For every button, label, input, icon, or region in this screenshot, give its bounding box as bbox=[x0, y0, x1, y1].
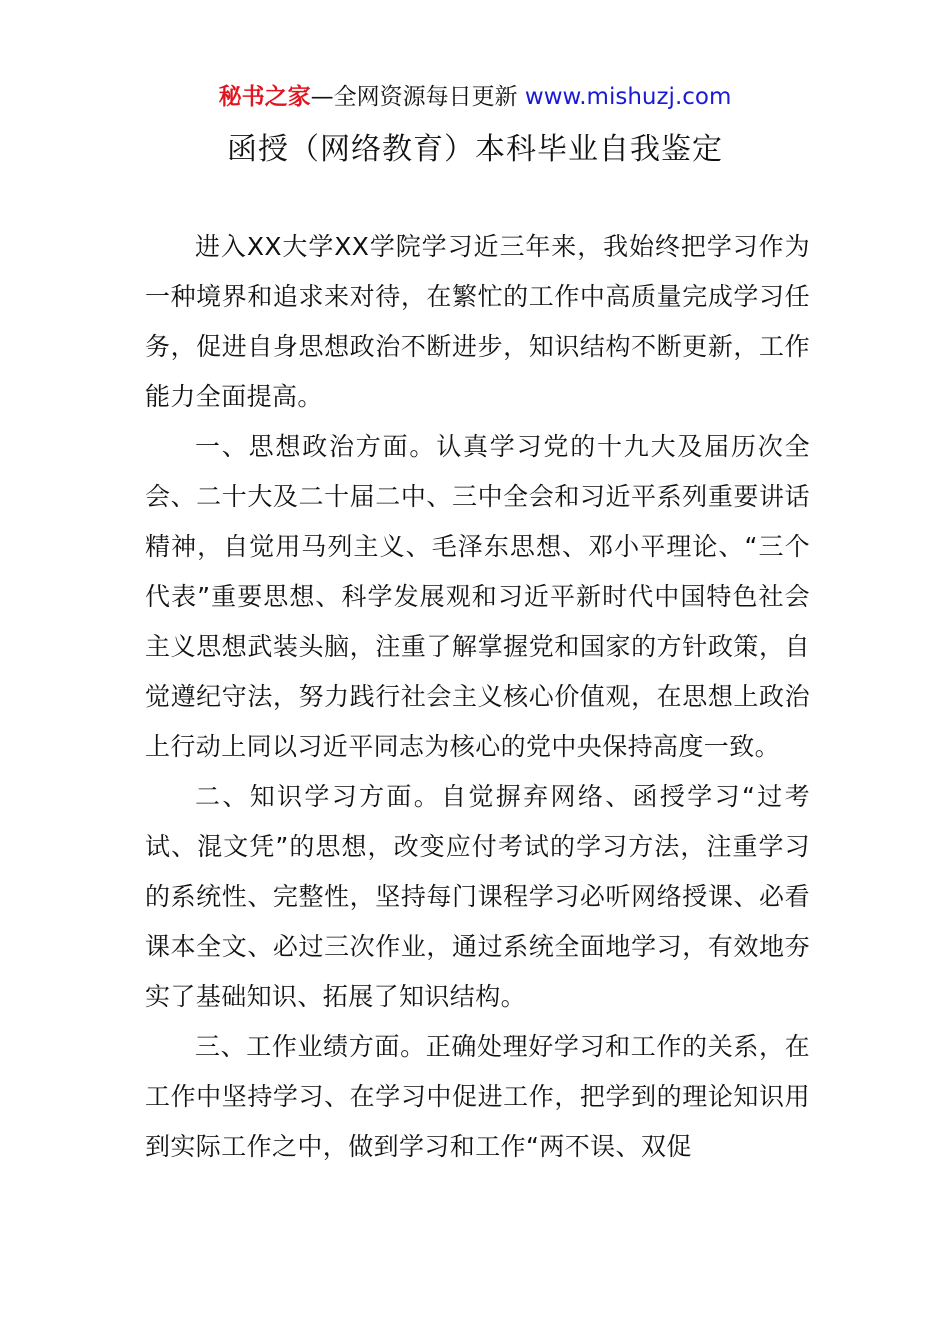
intro-paragraph: 进入XX大学XX学院学习近三年来，我始终把学习作为一种境界和追求来对待，在繁忙的工作中高质量完成学习任务，促进自身思想政治不断进步，知识结构不断更新，工作能力全面提高。 bbox=[145, 232, 810, 411]
site-tagline: —全网资源每日更新 bbox=[310, 84, 518, 110]
study-section-paragraph: 二、知识学习方面。自觉摒弃网络、函授学习“过考试、混文凭”的思想，改变应付考试的学习方法，注重学习的系统性、完整性，坚持每门课程学习必听网络授课、必看课本全文、必过三次作业，通过系统全面地学习，有效地夯实了基础知识、拓展了知识结构。 bbox=[145, 782, 810, 1011]
site-url-link[interactable]: www.mishuzj.com bbox=[524, 84, 732, 110]
site-brand: 秘书之家 bbox=[218, 84, 311, 110]
work-section-paragraph: 三、工作业绩方面。正确处理好学习和工作的关系，在工作中坚持学习、在学习中促进工作，把学到的理论知识用到实际工作之中，做到学习和工作“两不误、双促 bbox=[145, 1032, 810, 1161]
site-header bbox=[0, 80, 950, 114]
document-body bbox=[145, 222, 810, 1172]
document-title: 函授（网络教育）本科毕业自我鉴定 bbox=[227, 132, 723, 167]
political-section-paragraph: 一、思想政治方面。认真学习党的十九大及届历次全会、二十大及二十届二中、三中全会和习近平系列重要讲话精神，自觉用马列主义、毛泽东思想、邓小平理论、“三个代表”重要思想、科学发展观和习近平新时代中国特色社会主义思想武装头脑，注重了解掌握党和国家的方针政策，自觉遵纪守法，努力践行社会主义核心价值观，在思想上政治上行动上同以习近平同志为核心的党中央保持高度一致。 bbox=[145, 432, 810, 761]
